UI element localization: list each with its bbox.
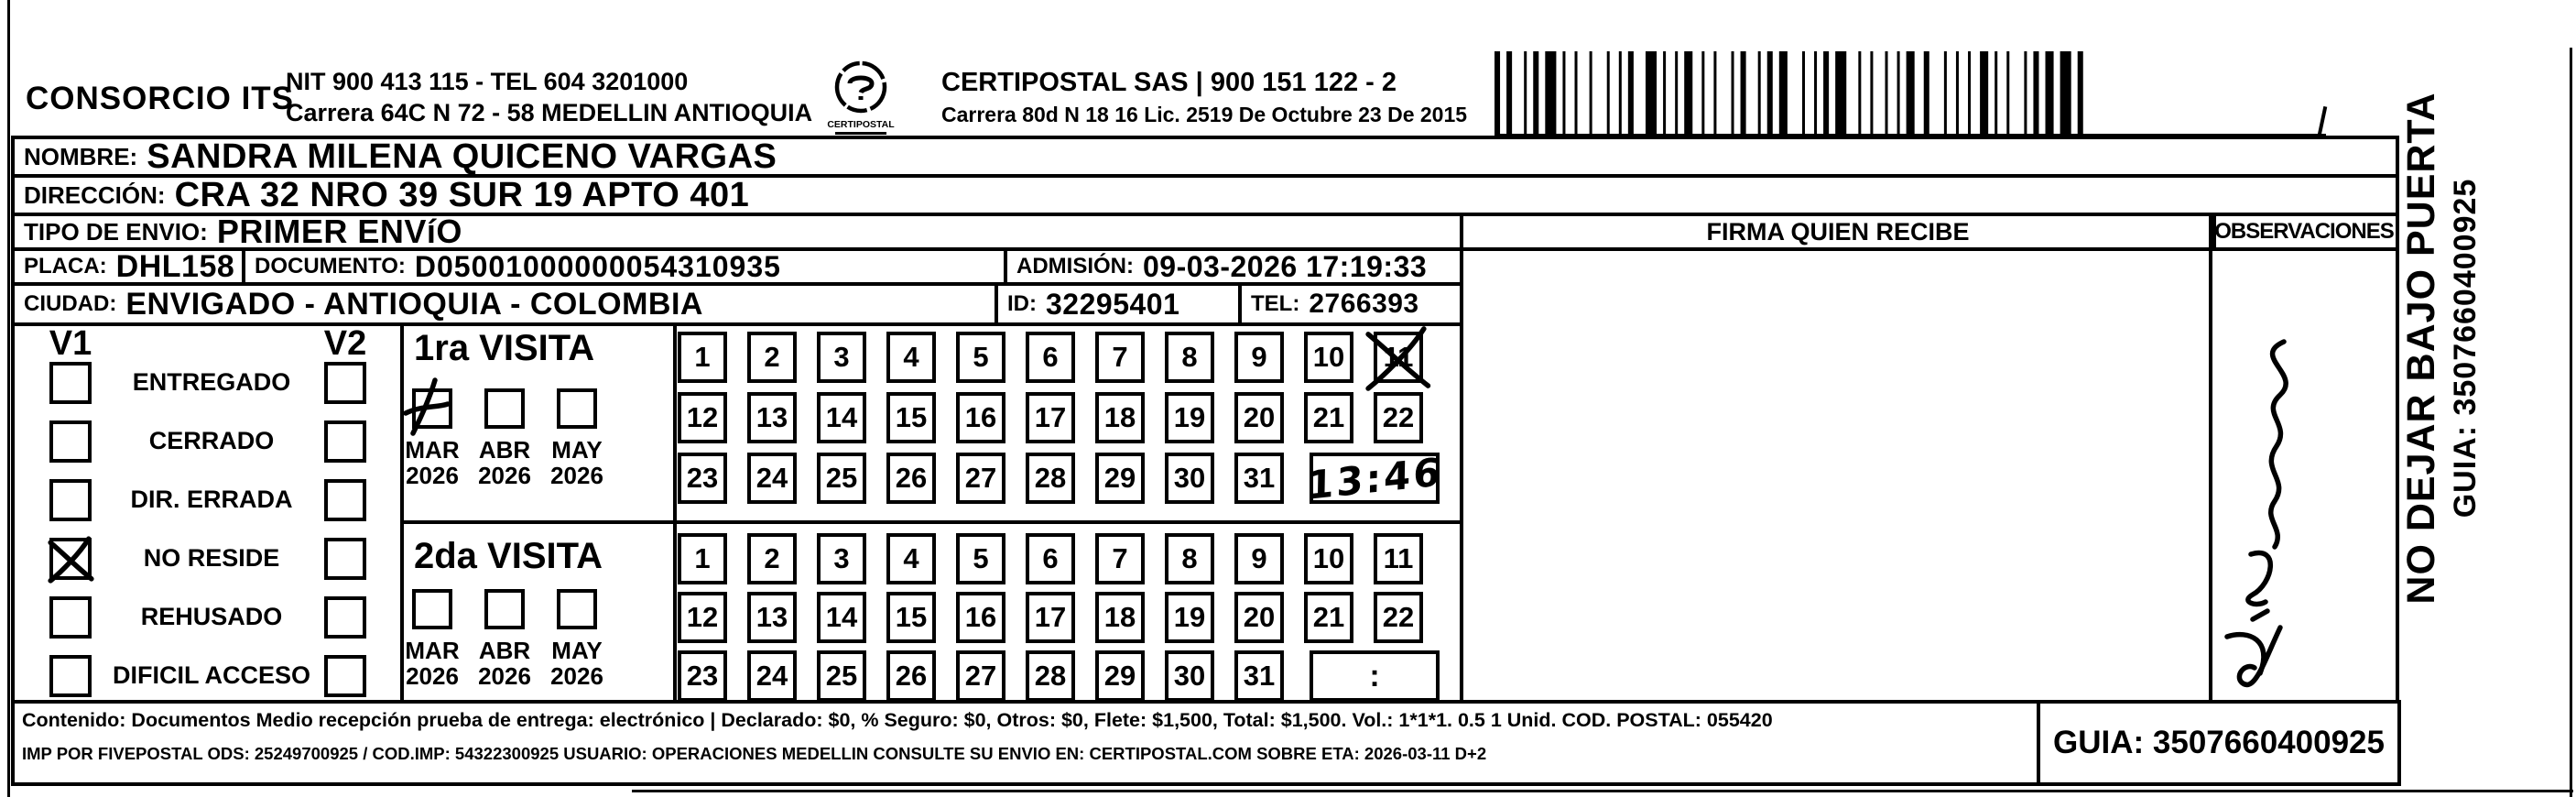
company-address-line: Carrera 64C N 72 - 58 MEDELLIN ANTIOQUIA	[286, 99, 813, 126]
day-number: 13	[755, 601, 788, 633]
field-direccion	[11, 174, 2399, 216]
divider-months-days	[673, 322, 677, 704]
status-option-label: REHUSADO	[140, 603, 283, 630]
certipostal-logo-icon	[822, 57, 899, 141]
day-5-visit1	[956, 332, 1005, 383]
day-27-visit2	[956, 650, 1005, 702]
field-label: DIRECCIÓN:	[24, 180, 166, 209]
day-21-visit1	[1304, 392, 1353, 443]
day-number: 26	[895, 660, 928, 692]
month-label: MAY	[551, 436, 603, 464]
day-8-visit1	[1165, 332, 1214, 383]
day-18-visit2	[1095, 592, 1145, 643]
day-number: 10	[1312, 542, 1345, 574]
day-13-visit2	[747, 592, 797, 643]
day-number: 25	[825, 660, 858, 692]
barcode	[1495, 51, 2103, 134]
divider-visit1-visit2	[400, 520, 1463, 524]
day-number: 23	[686, 462, 719, 494]
day-number: 21	[1312, 401, 1345, 433]
company-name: CONSORCIO ITS	[26, 81, 295, 116]
day-number: 22	[1382, 401, 1415, 433]
checkbox-v1-dificil-acceso	[49, 655, 92, 697]
status-option-label: NO RESIDE	[143, 544, 280, 572]
status-option-label: DIFICIL ACCESO	[112, 661, 310, 689]
field-id	[995, 282, 1242, 326]
guia-box	[2037, 700, 2401, 786]
day-number: 9	[1251, 341, 1267, 373]
day-17-visit2	[1026, 592, 1075, 643]
status-option-label: DIR. ERRADA	[130, 486, 293, 513]
day-14-visit2	[817, 592, 866, 643]
day-10-visit1	[1304, 332, 1353, 383]
checkbox-month-abr-visit1	[484, 388, 525, 429]
day-number: 9	[1251, 542, 1267, 574]
day-4-visit1	[886, 332, 936, 383]
day-number: 5	[973, 341, 989, 373]
day-29-visit2	[1095, 650, 1145, 702]
day-number: 3	[833, 542, 850, 574]
field-placa	[11, 247, 245, 286]
day-24-visit1	[747, 453, 797, 504]
field-label: ADMISIÓN:	[1016, 254, 1134, 278]
field-value: PRIMER ENVíO	[216, 213, 462, 250]
status-option-label: ENTREGADO	[132, 368, 291, 396]
day-number: 7	[1112, 341, 1128, 373]
observaciones-header-cell	[2209, 213, 2399, 251]
day-number: 14	[825, 401, 858, 433]
field-tel	[1238, 282, 1463, 326]
day-17-visit1	[1026, 392, 1075, 443]
day-6-visit1	[1026, 332, 1075, 383]
day-22-visit2	[1374, 592, 1423, 643]
field-label: ID:	[1007, 291, 1037, 316]
checkbox-v1-entregado	[49, 362, 92, 404]
day-7-visit1	[1095, 332, 1145, 383]
v1-column-header: V1	[49, 324, 92, 363]
day-23-visit1	[678, 453, 727, 504]
guia-box-value: GUIA: 3507660400925	[2053, 725, 2385, 760]
checkbox-v1-rehusado	[49, 596, 92, 639]
day-10-visit2	[1304, 533, 1353, 584]
month-year-label: 2026	[406, 662, 459, 690]
day-number: 16	[964, 401, 997, 433]
day-15-visit2	[886, 592, 936, 643]
day-number: 6	[1042, 542, 1059, 574]
field-label: CIUDAD:	[24, 291, 117, 316]
side-note-guia: GUIA: 3507660400925	[2448, 178, 2483, 519]
day-number: 19	[1173, 601, 1206, 633]
month-year-label: 2026	[478, 462, 531, 489]
day-number: 22	[1382, 601, 1415, 633]
day-11-visit1	[1374, 332, 1423, 383]
time-colon: :	[1369, 658, 1380, 693]
field-value: 09-03-2026 17:19:33	[1143, 249, 1428, 283]
day-number: 25	[825, 462, 858, 494]
field-value: ENVIGADO - ANTIOQUIA - COLOMBIA	[125, 286, 703, 322]
checkbox-month-abr-visit2	[484, 589, 525, 629]
recipient-signature	[2196, 316, 2333, 701]
day-2-visit1	[747, 332, 797, 383]
handwritten-time: 13:46	[1306, 448, 1443, 508]
month-year-label: 2026	[478, 662, 531, 690]
day-30-visit1	[1165, 453, 1214, 504]
day-5-visit2	[956, 533, 1005, 584]
day-11-visit2	[1374, 533, 1423, 584]
day-number: 11	[1383, 341, 1414, 373]
day-4-visit2	[886, 533, 936, 584]
field-value: CRA 32 NRO 39 SUR 19 APTO 401	[174, 175, 750, 214]
day-number: 27	[964, 660, 997, 692]
day-6-visit2	[1026, 533, 1075, 584]
field-documento	[242, 247, 1007, 286]
day-number: 23	[686, 660, 719, 692]
day-number: 7	[1112, 542, 1128, 574]
field-value: 2766393	[1309, 289, 1419, 319]
checkbox-v2-dir-errada	[324, 479, 366, 521]
field-nombre	[11, 136, 2399, 178]
day-12-visit2	[678, 592, 727, 643]
day-number: 20	[1243, 601, 1276, 633]
day-3-visit2	[817, 533, 866, 584]
day-20-visit1	[1234, 392, 1284, 443]
day-number: 15	[895, 601, 928, 633]
checkbox-v2-dificil-acceso	[324, 655, 366, 697]
day-21-visit2	[1304, 592, 1353, 643]
field-tipo-envio	[11, 213, 1463, 251]
scan-right-edge-line	[2570, 48, 2572, 797]
day-2-visit2	[747, 533, 797, 584]
day-number: 31	[1243, 660, 1276, 692]
day-number: 10	[1312, 341, 1345, 373]
day-12-visit1	[678, 392, 727, 443]
day-number: 2	[764, 542, 780, 574]
month-label: MAR	[405, 637, 460, 664]
firma-header-cell	[1460, 213, 2216, 251]
day-number: 2	[764, 341, 780, 373]
footer-line1: Contenido: Documentos Medio recepción prueba de entrega: electrónico | Declarado: $0, % Seguro: $0, Otros: $0, Flete: $1,500, Total: $1,500. Vol.: 1*1*1. 0.5 1 Unid. COD. POSTAL: 055420	[22, 709, 1773, 731]
day-number: 12	[686, 601, 719, 633]
day-19-visit2	[1165, 592, 1214, 643]
day-number: 20	[1243, 401, 1276, 433]
day-15-visit1	[886, 392, 936, 443]
day-18-visit1	[1095, 392, 1145, 443]
day-number: 14	[825, 601, 858, 633]
day-number: 17	[1034, 601, 1067, 633]
checkbox-v2-entregado	[324, 362, 366, 404]
field-value: DHL158	[115, 248, 235, 284]
day-number: 19	[1173, 401, 1206, 433]
day-number: 17	[1034, 401, 1067, 433]
day-number: 18	[1103, 601, 1136, 633]
day-16-visit2	[956, 592, 1005, 643]
month-year-label: 2026	[550, 462, 603, 489]
scan-left-edge-line	[7, 0, 10, 797]
field-label: PLACA:	[24, 254, 107, 278]
day-8-visit2	[1165, 533, 1214, 584]
checkbox-v1-no-reside	[49, 538, 92, 580]
day-16-visit1	[956, 392, 1005, 443]
checkbox-v2-no-reside	[324, 538, 366, 580]
day-23-visit2	[678, 650, 727, 702]
day-3-visit1	[817, 332, 866, 383]
month-year-label: 2026	[406, 462, 459, 489]
day-number: 27	[964, 462, 997, 494]
day-26-visit1	[886, 453, 936, 504]
logo-wordmark: CERTIPOSTAL	[827, 119, 895, 130]
checkbox-month-may-visit1	[557, 388, 597, 429]
day-number: 12	[686, 401, 719, 433]
firma-header-label: FIRMA QUIEN RECIBE	[1706, 217, 1970, 246]
day-number: 8	[1181, 542, 1198, 574]
day-number: 1	[694, 542, 711, 574]
field-value: 32295401	[1046, 287, 1180, 321]
checkbox-month-mar-visit2	[412, 589, 452, 629]
day-25-visit2	[817, 650, 866, 702]
month-year-label: 2026	[550, 662, 603, 690]
day-number: 24	[755, 462, 788, 494]
field-ciudad	[11, 282, 998, 326]
day-number: 16	[964, 601, 997, 633]
observaciones-header-label: OBSERVACIONES	[2214, 219, 2394, 244]
day-9-visit1	[1234, 332, 1284, 383]
carrier-address-line: Carrera 80d N 18 16 Lic. 2519 De Octubre 23 De 2015	[941, 103, 1468, 126]
time-box-visit1	[1306, 448, 1443, 508]
day-number: 29	[1103, 462, 1136, 494]
day-31-visit2	[1234, 650, 1284, 702]
day-number: 8	[1181, 341, 1198, 373]
field-value: SANDRA MILENA QUICENO VARGAS	[147, 136, 777, 176]
visit1-title: 1ra VISITA	[414, 328, 595, 368]
time-box-visit2	[1310, 650, 1440, 702]
day-number: 4	[903, 341, 919, 373]
company-nit-line: NIT 900 413 115 - TEL 604 3201000	[286, 68, 689, 95]
day-number: 30	[1173, 462, 1206, 494]
day-number: 24	[755, 660, 788, 692]
day-26-visit2	[886, 650, 936, 702]
checkbox-v1-dir-errada	[49, 479, 92, 521]
day-number: 13	[755, 401, 788, 433]
day-number: 11	[1383, 542, 1414, 574]
checkbox-v1-cerrado	[49, 420, 92, 463]
day-9-visit2	[1234, 533, 1284, 584]
day-14-visit1	[817, 392, 866, 443]
day-1-visit2	[678, 533, 727, 584]
day-number: 4	[903, 542, 919, 574]
day-7-visit2	[1095, 533, 1145, 584]
side-note	[2399, 46, 2513, 650]
checkbox-month-mar-visit1	[412, 388, 452, 429]
day-number: 18	[1103, 401, 1136, 433]
day-number: 28	[1034, 462, 1067, 494]
day-28-visit2	[1026, 650, 1075, 702]
checkbox-month-may-visit2	[557, 589, 597, 629]
visit2-title: 2da VISITA	[414, 536, 603, 576]
day-19-visit1	[1165, 392, 1214, 443]
checkbox-v2-rehusado	[324, 596, 366, 639]
barcode-underline-tick	[2318, 106, 2328, 136]
status-option-label: CERRADO	[148, 427, 275, 454]
day-number: 15	[895, 401, 928, 433]
day-24-visit2	[747, 650, 797, 702]
field-label: TIPO DE ENVIO:	[24, 217, 208, 246]
day-13-visit1	[747, 392, 797, 443]
carrier-line: CERTIPOSTAL SAS | 900 151 122 - 2	[941, 68, 1397, 97]
field-admision	[1004, 247, 1463, 286]
field-label: NOMBRE:	[24, 142, 138, 170]
day-30-visit2	[1165, 650, 1214, 702]
day-number: 28	[1034, 660, 1067, 692]
day-25-visit1	[817, 453, 866, 504]
field-value: D05001000000054310935	[414, 249, 781, 283]
day-20-visit2	[1234, 592, 1284, 643]
month-label: ABR	[478, 436, 531, 464]
day-number: 3	[833, 341, 850, 373]
day-28-visit1	[1026, 453, 1075, 504]
day-1-visit1	[678, 332, 727, 383]
day-27-visit1	[956, 453, 1005, 504]
day-number: 21	[1312, 601, 1345, 633]
day-number: 5	[973, 542, 989, 574]
month-label: MAR	[405, 436, 460, 464]
month-label: ABR	[478, 637, 531, 664]
v2-column-header: V2	[323, 324, 367, 363]
month-label: MAY	[551, 637, 603, 664]
day-number: 29	[1103, 660, 1136, 692]
day-number: 1	[694, 341, 711, 373]
field-label: TEL:	[1251, 291, 1300, 316]
day-29-visit1	[1095, 453, 1145, 504]
checkbox-v2-cerrado	[324, 420, 366, 463]
day-number: 6	[1042, 341, 1059, 373]
side-note-warning: NO DEJAR BAJO PUERTA	[2399, 92, 2443, 605]
day-number: 26	[895, 462, 928, 494]
field-label: DOCUMENTO:	[255, 254, 406, 278]
day-22-visit1	[1374, 392, 1423, 443]
day-number: 30	[1173, 660, 1206, 692]
day-number: 31	[1243, 462, 1276, 494]
footer-line2: IMP POR FIVEPOSTAL ODS: 25249700925 / COD.IMP: 54322300925 USUARIO: OPERACIONES MEDELLIN CONSULTE SU ENVIO EN: CERTIPOSTAL.COM SOBRE ETA: 2026-03-11 D+2	[22, 744, 1487, 763]
scan-bottom-edge-line	[632, 790, 2573, 792]
day-31-visit1	[1234, 453, 1284, 504]
